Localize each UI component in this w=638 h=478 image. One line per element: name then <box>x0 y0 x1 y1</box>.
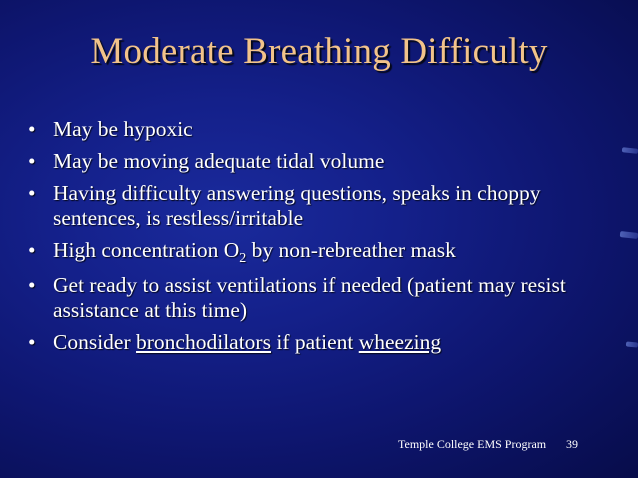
bullet-icon: • <box>28 330 36 354</box>
bullet-item <box>28 330 588 355</box>
bullet-text: Having difficulty answering questions, speaks in choppy sentences, is restless/irritable <box>53 181 541 230</box>
bullet-icon: • <box>28 117 36 141</box>
footer-program: Temple College EMS Program <box>398 437 547 451</box>
bullet-text-post: by non-rebreather mask <box>246 238 456 262</box>
bullet-list <box>28 117 588 362</box>
wheezing-link[interactable]: wheezing <box>358 330 442 354</box>
bullet-text: May be hypoxic <box>53 117 193 141</box>
bullet-text-pre: Consider <box>53 330 137 354</box>
bronchodilators-link[interactable]: bronchodilators <box>136 330 271 354</box>
bullet-item <box>28 238 588 266</box>
bullet-item <box>28 117 588 142</box>
subscript: 2 <box>239 251 247 266</box>
bullet-text-pre: High concentration O <box>53 238 240 262</box>
bullet-item <box>28 273 588 323</box>
slide-title: Moderate Breathing Difficulty <box>90 31 548 72</box>
decorative-accent <box>626 341 638 347</box>
decorative-accent <box>622 147 638 154</box>
decorative-accent <box>620 231 638 239</box>
page-number: 39 <box>566 437 578 451</box>
bullet-icon: • <box>28 238 36 262</box>
bullet-text: May be moving adequate tidal volume <box>53 149 385 173</box>
bullet-item <box>28 149 588 174</box>
bullet-icon: • <box>28 149 36 173</box>
bullet-text: Get ready to assist ventilations if needed (patient may resist assistance at this time) <box>53 273 566 322</box>
bullet-text-mid: if patient <box>270 330 359 354</box>
bullet-icon: • <box>28 273 36 297</box>
bullet-item <box>28 181 588 231</box>
bullet-icon: • <box>28 181 36 205</box>
